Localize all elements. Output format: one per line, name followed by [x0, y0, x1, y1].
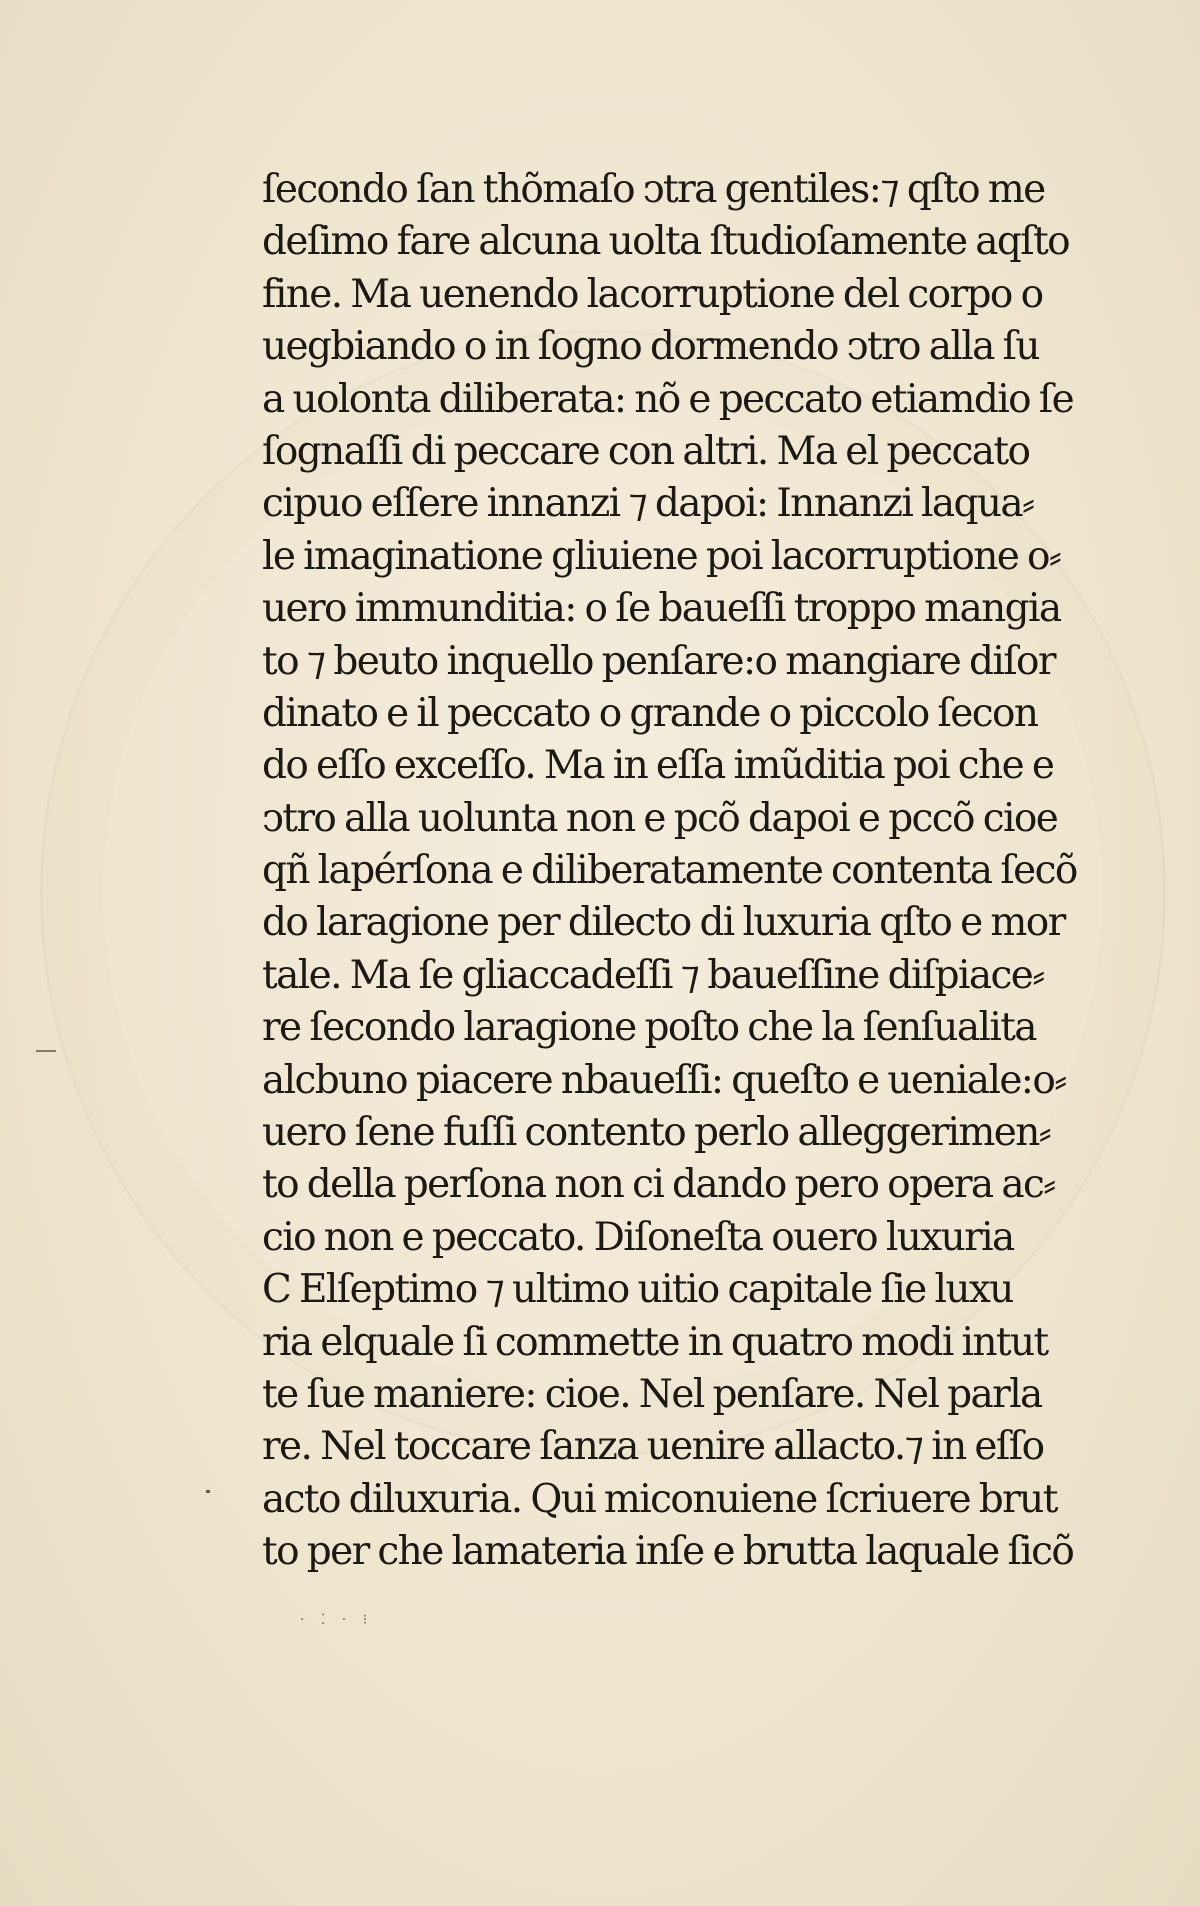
text-line: to ⁊ beuto inquello penſare:o mangiare diſor — [262, 638, 1055, 684]
text-line: dinato e il peccato o grande o piccolo ſecon — [262, 690, 1038, 736]
text-line: qñ lapérſona e diliberatamente contenta ſecõ — [262, 848, 1077, 894]
text-line: do laragione per dilecto di luxuria qſto e mor — [262, 900, 1065, 946]
text-line: fine. Ma uenendo lacorruptione del corpo o — [262, 271, 1043, 317]
text-line: C Elſeptimo ⁊ ultimo uitio capitale ſie luxu — [262, 1267, 1013, 1313]
text-line: cipuo eſſere innanzi ⁊ dapoi: Innanzi laqua⸗ — [262, 481, 1034, 527]
text-line: cio non e peccato. Diſoneſta ouero luxuria — [262, 1214, 1014, 1260]
text-line: uero ſene fuſſi contento perlo alleggerimen⸗ — [262, 1110, 1051, 1156]
text-line: uero immunditia: o ſe baueſſi troppo mangia — [262, 586, 1061, 632]
text-line: to della perſona non ci dando pero opera ac⸗ — [262, 1162, 1055, 1208]
text-line: acto diluxuria. Qui miconuiene ſcriuere brut — [262, 1476, 1057, 1522]
text-line: re. Nel toccare ſanza uenire allacto.⁊ in eſſo — [262, 1424, 1044, 1470]
text-line: a uolonta diliberata: nõ e peccato etiamdio ſe — [262, 376, 1074, 422]
text-line: ria elquale ſi commette in quatro modi intut — [262, 1319, 1048, 1365]
margin-mark — [36, 1050, 56, 1052]
text-line: ↄtro alla uolunta non e pcõ dapoi e pccõ cioe — [262, 795, 1058, 841]
text-line: le imaginatione gliuiene poi lacorruptione o⸗ — [262, 533, 1061, 579]
text-line: uegbiando o in ſogno dormendo ↄtro alla ſu — [262, 324, 1039, 370]
text-line: deſimo fare alcuna uolta ſtudioſamente aqſto — [262, 219, 1070, 265]
text-line: ſecondo ſan thõmaſo ↄtra gentiles:⁊ qſto me — [262, 167, 1045, 212]
text-line: ſognaſſi di peccare con altri. Ma el peccato — [262, 428, 1030, 474]
text-line: tale. Ma ſe gliaccadeſſi ⁊ baueſſine diſpiace⸗ — [262, 952, 1044, 998]
margin-speck — [206, 1490, 210, 1493]
text-line: re ſecondo laragione poſto che la ſenſualita — [262, 1005, 1036, 1051]
text-line: te ſue maniere: cioe. Nel penſare. Nel parla — [262, 1371, 1042, 1417]
text-line: do eſſo exceſſo. Ma in eſſa imũditia poi che e — [262, 743, 1054, 789]
text-line: alcbuno piacere nbaueſſi: queſto e ueniale:o⸗ — [262, 1057, 1066, 1103]
ink-specks: · ⁚ · ⁝ — [300, 1612, 374, 1628]
text-line: to per che lamateria inſe e brutta laquale ſicõ — [262, 1529, 1074, 1575]
text-column — [262, 164, 1092, 1579]
